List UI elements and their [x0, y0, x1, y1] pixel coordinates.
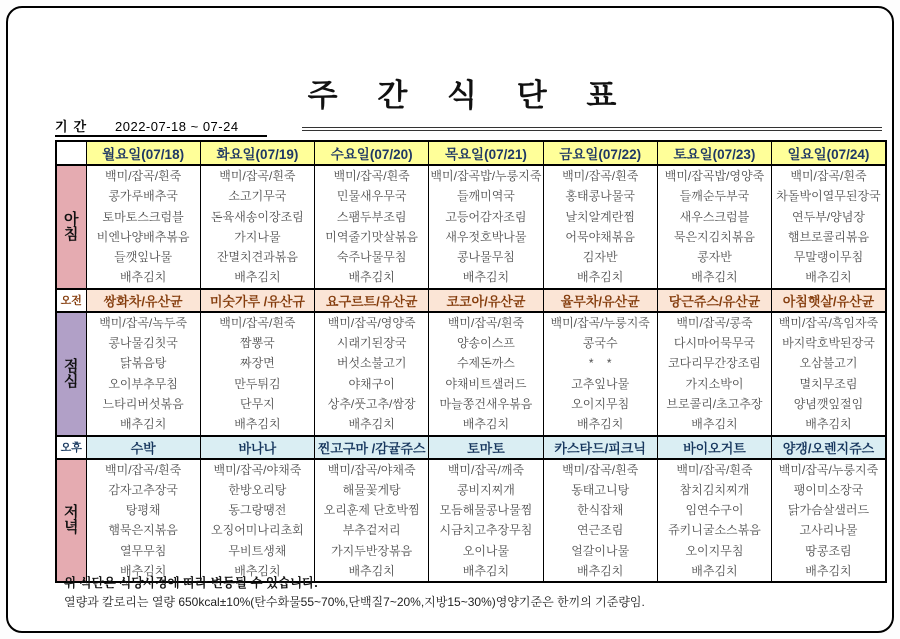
dinner-row-label: 저 녁: [56, 459, 86, 583]
am-snack-fri: 율무차/유산균: [543, 289, 657, 312]
lunch-row: [56, 312, 886, 436]
dinner-wed: 백미/잡곡/야채죽 해물꽃게탕 오리훈제 단호박찜 부추겉저리 가지두반장볶음 배추김치: [315, 459, 429, 583]
lunch-thu: 백미/잡곡/흰죽 양송이스프 수제돈까스 야채비트샐러드 마늘쫑건새우볶음 배추김치: [429, 312, 543, 436]
am-snack-thu: 코코아/유산균: [429, 289, 543, 312]
am-snack-sat: 당근쥬스/유산균: [657, 289, 771, 312]
lunch-tue: 백미/잡곡/흰죽 짬뽕국 짜장면 만두튀김 단무지 배추김치: [200, 312, 314, 436]
breakfast-row: [56, 165, 886, 289]
pm-snack-fri: 카스타드/피크닉: [543, 436, 657, 459]
corner-cell: [56, 141, 86, 165]
lunch-wed: 백미/잡곡/영양죽 시래기된장국 버섯소불고기 야채구이 상추/풋고추/쌈장 배추김치: [315, 312, 429, 436]
day-header-row: [56, 141, 886, 165]
breakfast-fri: 백미/잡곡/흰죽 홍태콩나물국 날치알계란찜 어묵야채볶음 김자반 배추김치: [543, 165, 657, 289]
breakfast-sun: 백미/잡곡/흰죽 차돌박이열무된장국 연두부/양념장 햄브로콜리볶음 무말랭이무침 배추김치: [772, 165, 886, 289]
period-row: [55, 116, 267, 137]
lunch-sat: 백미/잡곡/콩죽 다시마어묵무국 코다리무간장조림 가지소박이 브로콜리/초고추장 배추김치: [657, 312, 771, 436]
lunch-row-label: 점 심: [56, 312, 86, 436]
am-snack-tue: 미숫가루 /유산규: [200, 289, 314, 312]
period-value: 2022-07-18 ~ 07-24: [115, 119, 239, 134]
am-snack-wed: 요구르트/유산균: [315, 289, 429, 312]
breakfast-row-label: 아 침: [56, 165, 86, 289]
pm-snack-tue: 바나나: [200, 436, 314, 459]
day-header-tue: 화요일(07/19): [200, 141, 314, 165]
day-header-mon: 월요일(07/18): [86, 141, 200, 165]
day-header-sun: 일요일(07/24): [772, 141, 886, 165]
pm-snack-wed: 찐고구마 /감귤쥬스: [315, 436, 429, 459]
pm-snack-sat: 바이오거트: [657, 436, 771, 459]
breakfast-wed: 백미/잡곡/흰죽 민물새우무국 스팸두부조림 미역줄기맛살볶음 숙주나물무침 배추김치: [315, 165, 429, 289]
am-snack-sun: 아침햇살/유산균: [772, 289, 886, 312]
dinner-sat: 백미/잡곡/흰죽 참치김치찌개 임연수구이 쥬키니굴소스볶음 오이지무침 배추김치: [657, 459, 771, 583]
period-label: 기간: [55, 119, 93, 134]
breakfast-thu: 백미/잡곡밥/누룽지죽 들깨미역국 고등어감자조림 새우젓호박나물 콩나물무침 배추김치: [429, 165, 543, 289]
am-snack-row-label: 오전: [56, 289, 86, 312]
lunch-sun: 백미/잡곡/흑임자죽 바지락호박된장국 오삼불고기 멸치무조림 양념깻잎절임 배추김치: [772, 312, 886, 436]
dinner-tue: 백미/잡곡/야채죽 한방오리탕 동그랑땡전 오징어미나리초회 무비트생채 배추김치: [200, 459, 314, 583]
breakfast-mon: 백미/잡곡/흰죽 콩가루배추국 토마토스크럼블 비엔나양배추볶음 들깻잎나물 배추김치: [86, 165, 200, 289]
pm-snack-mon: 수박: [86, 436, 200, 459]
lunch-fri: 백미/잡곡/누룽지죽 콩국수 * * 고추잎나물 오이지무침 배추김치: [543, 312, 657, 436]
am-snack-row: [56, 289, 886, 312]
day-header-wed: 수요일(07/20): [315, 141, 429, 165]
dinner-sun: 백미/잡곡/누룽지죽 팽이미소장국 닭가슴살샐러드 고사리나물 땅콩조림 배추김치: [772, 459, 886, 583]
nutrition-note: 열량과 칼로리는 열량 650kcal±10%(탄수화물55~70%,단백질7~20%,지방15~30%)영양기준은 한끼의 기준량임.: [64, 595, 645, 609]
change-notice: 위 식단은 식당사정에 따라 변동될 수 있습니다.: [64, 576, 318, 590]
dinner-row: [56, 459, 886, 583]
lunch-mon: 백미/잡곡/녹두죽 콩나물김칫국 닭볶음탕 오이부추무침 느타리버섯볶음 배추김치: [86, 312, 200, 436]
day-header-fri: 금요일(07/22): [543, 141, 657, 165]
pm-snack-sun: 양갱/오렌지쥬스: [772, 436, 886, 459]
pm-snack-row-label: 오후: [56, 436, 86, 459]
dinner-mon: 백미/잡곡/흰죽 감자고추장국 탕평채 햄묵은지볶음 열무무침 배추김치: [86, 459, 200, 583]
day-header-thu: 목요일(07/21): [429, 141, 543, 165]
title-underline: [302, 127, 882, 131]
breakfast-tue: 백미/잡곡/흰죽 소고기무국 돈육새송이장조림 가지나물 잔멸치견과볶음 배추김치: [200, 165, 314, 289]
dinner-fri: 백미/잡곡/흰죽 동태고니탕 한식잡채 연근조림 얼갈이나물 배추김치: [543, 459, 657, 583]
day-header-sat: 토요일(07/23): [657, 141, 771, 165]
footer-notes: [64, 573, 645, 610]
am-snack-mon: 쌍화차/유산균: [86, 289, 200, 312]
pm-snack-thu: 토마토: [429, 436, 543, 459]
breakfast-sat: 백미/잡곡밥/영양죽 들깨순두부국 새우스크럼블 묵은지김치볶음 콩자반 배추김치: [657, 165, 771, 289]
menu-table: [55, 140, 887, 583]
dinner-thu: 백미/잡곡/깨죽 콩비지찌개 모듬해물콩나물찜 시금치고추장무침 오이나물 배추김치: [429, 459, 543, 583]
pm-snack-row: [56, 436, 886, 459]
page-title: 주 간 식 단 표: [307, 78, 633, 113]
